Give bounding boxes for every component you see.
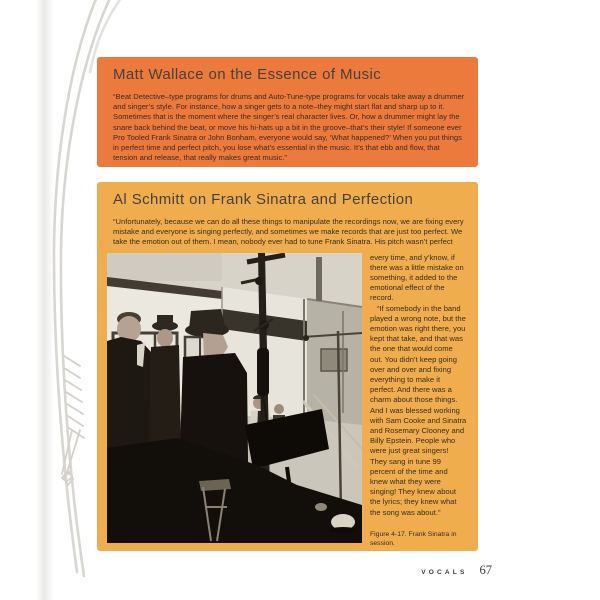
sinatra-session-photo: [107, 253, 362, 543]
callout-title-matt-wallace: Matt Wallace on the Essence of Music: [113, 66, 382, 83]
callout-quote-column-p2: “If somebody in the band played a wrong note, but the emotion was right there, you kept that take, and that was the one that would come out. You didn’t keep going over and over and fixing everything to make it perfect. And there was a charm about those things. And I was blessed working with Sam Cooke and Sinatra and Rosemary Clooney and Billy Epstein. People who were just great singers! They sang in tune 99 percent of the time and knew what they were singing! They knew about the lyrics; they knew what the song was about.”: [370, 303, 467, 517]
callout-quote-matt-wallace: “Beat Detective–type programs for drums and Auto-Tune-type programs for vocals take away a drummer and singer’s style. For instance, how a singer gets to a note–they might start flat and sharp up to it. Sometimes that is the moment where the singer’s real character lives. Or, how a drummer might lay the snare back behind the beat, or move his hi-hats up a bit in the groove–that’s their style! If someone ever Pro Tooled Frank Sinatra or John Bonham, everyone would say, ‘What happened?’ When you put things in perfect time and perfect pitch, you lose what’s essential in the music. It’s that ebb and flow, that tension and release, that really makes great music.”: [113, 92, 465, 163]
footer-section-label: VOCALS: [421, 569, 468, 576]
figure-caption: Figure 4-17. Frank Sinatra in session.: [370, 530, 457, 548]
callout-box-al-schmitt: [97, 182, 478, 551]
page-number: 67: [479, 563, 492, 577]
photo-and-text-row: [107, 253, 478, 549]
callout-quote-intro: “Unfortunately, because we can do all these things to manipulate the recordings now, we are fixing every mistake and everyone is singing perfectly, and sometimes we make records that are just too perfect. We take the emotion out of them. I mean, nobody ever had to tune Frank Sinatra. His pitch wasn’t perfect: [113, 217, 464, 247]
callout-title-al-schmitt: Al Schmitt on Frank Sinatra and Perfection: [113, 191, 414, 208]
page-footer: [421, 563, 492, 578]
callout-quote-column-p1: every time, and y’know, if there was a little mistake on something, it added to the emotional effect of the record.: [370, 252, 464, 303]
callout-quote-column: [370, 253, 467, 549]
callout-box-matt-wallace: [97, 57, 478, 167]
